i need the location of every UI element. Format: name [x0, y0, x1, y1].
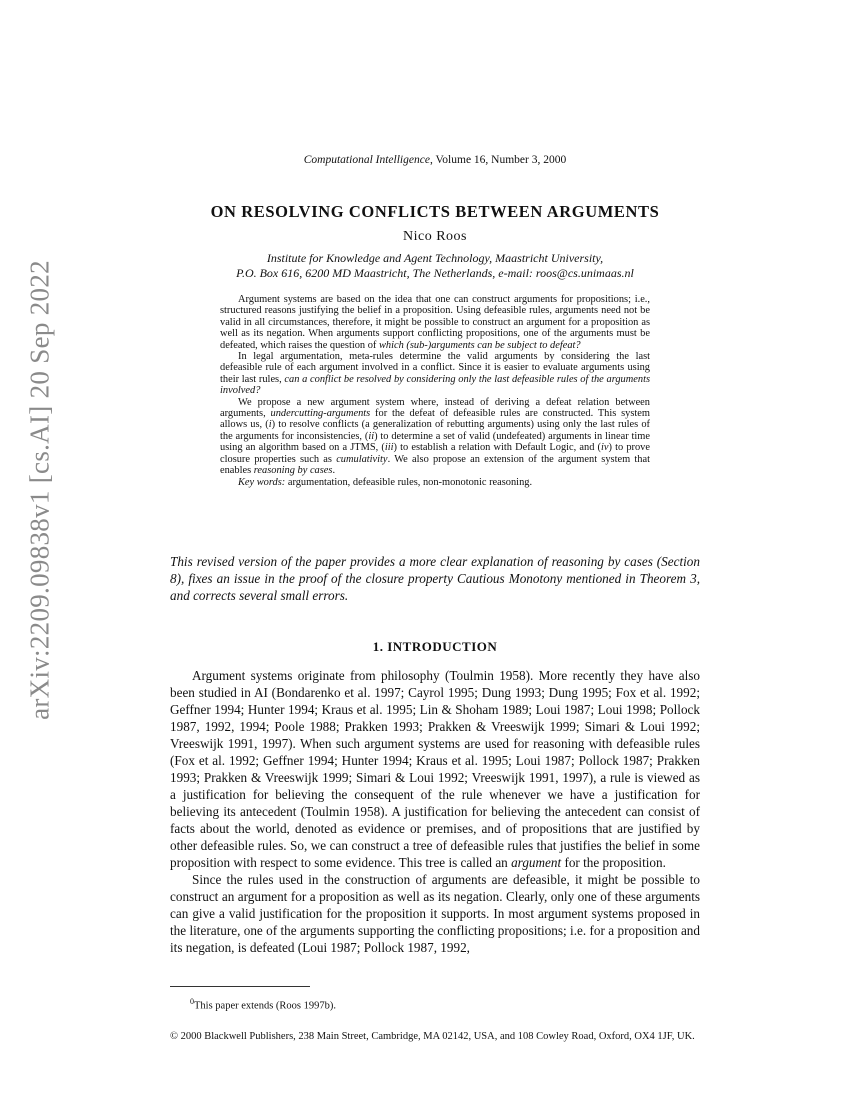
- abstract-text: . We also propose an extension of the argument system that enables: [220, 453, 650, 477]
- affiliation-line-2: P.O. Box 616, 6200 MD Maastricht, The Netherlands, e-mail: roos@cs.unimaas.nl: [236, 266, 634, 280]
- arxiv-sidebar: [22, 260, 58, 720]
- copyright-notice: © 2000 Blackwell Publishers, 238 Main Street, Cambridge, MA 02142, USA, and 108 Cowley Road, Oxford, OX4 1JF, UK.: [170, 1031, 695, 1042]
- abstract-text: for the defeat of defeasible rules are constructed. This system allows us, (: [220, 408, 650, 431]
- abstract-text: ) to prove closure properties such as: [220, 442, 650, 465]
- abstract-paragraph-1: [220, 294, 650, 351]
- abstract-text: ) to establish a relation with Default Logic, and (: [393, 442, 601, 454]
- abstract-enum: i: [268, 419, 272, 431]
- abstract-emphasis: which (sub-)arguments can be subject to defeat?: [378, 339, 581, 351]
- abstract: [220, 294, 650, 488]
- footnote-text: This paper extends (Roos 1997b).: [194, 1000, 337, 1012]
- abstract-text: ) to determine a set of valid (undefeated) arguments in linear time using an algorithm based on a JTMS, (: [220, 430, 650, 454]
- abstract-text: In legal argumentation, meta-rules determine the valid arguments by considering the last defeasible rule of each argument involved in a conflict. Since it is easier to evaluate arguments using their last rules,: [220, 351, 650, 385]
- abstract-emphasis: undercutting-arguments: [270, 408, 371, 420]
- body-paragraph-1: [170, 667, 700, 871]
- paper-title: ON RESOLVING CONFLICTS BETWEEN ARGUMENTS: [210, 202, 660, 221]
- paper-author: Nico Roos: [403, 229, 467, 244]
- body-text: Argument systems originate from philosophy (Toulmin 1958). More recently they have also been studied in AI (Bondarenko et al. 1997; Cayrol 1995; Dung 1993; Dung 1995; Fox et al. 1992; Geffner 1994; Hunter 1994; Kraus et al. 1995; Lin & Shoham 1989; Loui 1987; Loui 1998; Pollock 1987, 1992, 1994; Poole 1988; Prakken 1993; Prakken & Vreeswijk 1999; Simari & Loui 1992; Vreeswijk 1991, 1997). When such argument systems are used for reasoning with defeasible rules (Fox et al. 1992; Geffner 1994; Hunter 1994; Kraus et al. 1995; Loui 1987; Pollock 1987; Prakken 1993; Prakken & Vreeswijk 1999; Simari & Loui 1992; Vreeswijk 1991, 1997), a rule is viewed as a justification for believing the consequent of the rule whenever we have a justification for believing its antecedent (Toulmin 1958). A justification for believing the antecedent can consist of facts about the world, denoted as evidence or premises, and of propositions that are justified by other defeasible rules. So, we can construct a tree of defeasible rules that justifies the belief in some proposition with respect to some evidence. This tree is called an: [170, 668, 700, 870]
- journal-header: [170, 154, 700, 166]
- body-text: for the proposition.: [561, 855, 666, 870]
- introduction-body: [170, 667, 700, 956]
- footnote-mark: 0: [190, 997, 194, 1006]
- abstract-paragraph-2: [220, 351, 650, 397]
- abstract-enum: iv: [601, 442, 609, 454]
- journal-name: Computational Intelligence: [303, 154, 430, 166]
- abstract-enum: ii: [368, 430, 375, 442]
- abstract-enum: iii: [384, 442, 394, 454]
- abstract-paragraph-3: [220, 397, 650, 477]
- abstract-emphasis: reasoning by cases: [253, 465, 333, 477]
- abstract-emphasis: cumulativity: [336, 453, 388, 465]
- journal-issue: , Volume 16, Number 3, 2000: [429, 154, 567, 166]
- keywords-label: Key words:: [238, 476, 286, 488]
- body-paragraph-2: Since the rules used in the construction of arguments are defeasible, it might be possible to construct an argument for a proposition as well as its negation. Clearly, only one of these arguments can give a valid justification for the proposition it supports. In most argument systems proposed in the literature, one of the arguments supporting the conflicting propositions; i.e. for a proposition and its negation, is defeated (Loui 1987; Pollock 1987, 1992,: [170, 872, 700, 955]
- revision-note: This revised version of the paper provides a more clear explanation of reasoning by cases (Section 8), fixes an issue in the proof of the closure property Cautious Monotony mentioned in Theorem 3, and corrects several small errors.: [170, 554, 700, 603]
- section-heading-introduction: 1. INTRODUCTION: [372, 639, 498, 654]
- abstract-emphasis: can a conflict be resolved by considering only the last defeasible rules of the arguments involved?: [220, 373, 650, 397]
- keywords: [220, 477, 650, 488]
- abstract-text: We propose a new argument system where, instead of deriving a defeat relation between arguments,: [220, 396, 650, 420]
- footnote-divider: [170, 986, 310, 987]
- keywords-list: argumentation, defeasible rules, non-monotonic reasoning.: [285, 476, 533, 488]
- affiliation-line-1: Institute for Knowledge and Agent Technology, Maastricht University,: [266, 251, 604, 265]
- body-emphasis: argument: [511, 855, 562, 870]
- abstract-text: .: [332, 465, 336, 477]
- abstract-text: Argument systems are based on the idea that one can construct arguments for propositions; i.e., structured reasons justifying the belief in a proposition. Using defeasible rules, arguments need not be valid in all circumstances, therefore, it might be possible to construct an argument for a proposition as well as its negation. When arguments support conflicting propositions, one of the arguments must be defeated, which raises the question of: [220, 294, 650, 351]
- footnote: [190, 997, 336, 1012]
- arxiv-identifier: arXiv:2209.09838v1 [cs.AI] 20 Sep 2022: [24, 260, 55, 720]
- abstract-text: ) to resolve conflicts (a generalization of rebutting arguments) using only the last rules of the arguments for inconsistencies, (: [220, 419, 651, 442]
